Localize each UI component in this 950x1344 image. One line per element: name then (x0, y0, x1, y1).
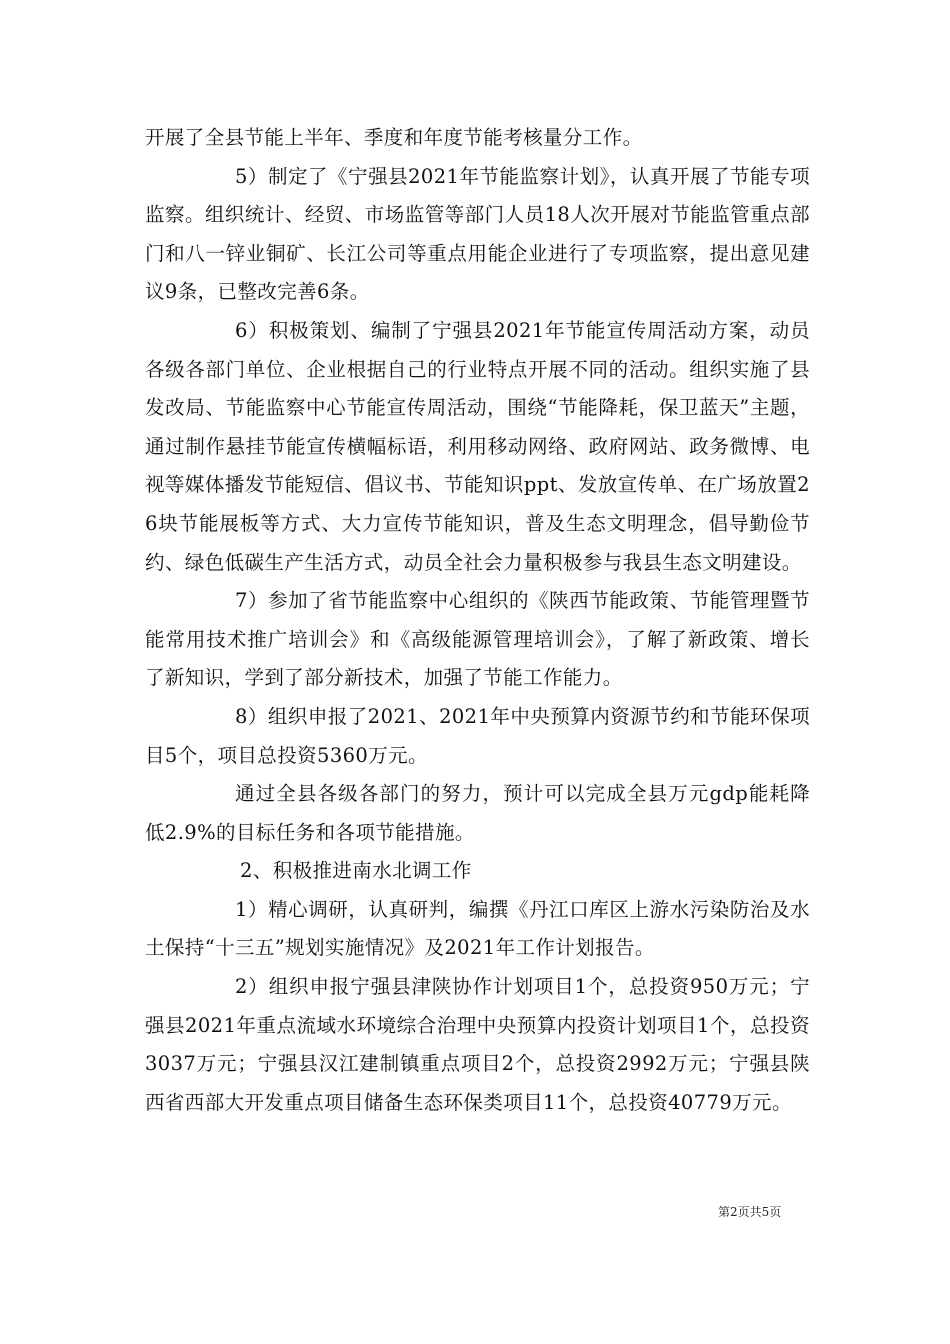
section-heading-south-north-water: 2、积极推进南水北调工作 (240, 859, 472, 883)
paragraph-water-item-2: 2）组织申报宁强县津陕协作计划项目1个，总投资950万元；宁强县2021年重点流域水环境综合治理中央预算内投资计划项目1个，总投资3037万元；宁强县汉江建制镇重点项目2个，总投资2992万元；宁强县陕西省西部大开发重点项目储备生态环保类项目11个，总投资40779万元。 (145, 975, 810, 1114)
page-number-footer: 第2页共5页 (718, 1205, 782, 1219)
paragraph-item-7: 7）参加了省节能监察中心组织的《陕西节能政策、节能管理暨节能常用技术推广培训会》和《高级能源管理培训会》，了解了新政策、增长了新知识，学到了部分新技术，加强了节能工作能力。 (145, 589, 810, 690)
paragraph-water-item-1: 1）精心调研，认真研判，编撰《丹江口库区上游水污染防治及水土保持“十三五”规划实施情况》及2021年工作计划报告。 (145, 897, 810, 960)
paragraph-continued: 开展了全县节能上半年、季度和年度节能考核量分工作。 (145, 126, 643, 149)
paragraph-item-8: 8）组织申报了2021、2021年中央预算内资源节约和节能环保项目5个，项目总投资5360万元。 (145, 704, 810, 767)
paragraph-item-6: 6）积极策划、编制了宁强县2021年节能宣传周活动方案，动员各级各部门单位、企业根据自己的行业特点开展不同的活动。组织实施了县发改局、节能监察中心节能宣传周活动，围绕“节能降耗，保卫蓝天”主题，通过制作悬挂节能宣传横幅标语，利用移动网络、政府网站、政务微博、电视等媒体播发节能短信、倡议书、节能知识ppt、发放宣传单、在广场放置26块节能展板等方式、大力宣传节能知识，普及生态文明理念，倡导勤俭节约、绿色低碳生产生活方式，动员全社会力量积极参与我县生态文明建设。 (145, 318, 810, 574)
document-body (145, 119, 810, 1122)
paragraph-summary: 通过全县各级各部门的努力，预计可以完成全县万元gdp能耗降低2.9%的目标任务和各项节能措施。 (145, 782, 810, 844)
paragraph-item-5: 5）制定了《宁强县2021年节能监察计划》，认真开展了节能专项监察。组织统计、经贸、市场监管等部门人员18人次开展对节能监管重点部门和八一锌业铜矿、长江公司等重点用能企业进行了专项监察，提出意见建议9条，已整改完善6条。 (145, 164, 810, 304)
